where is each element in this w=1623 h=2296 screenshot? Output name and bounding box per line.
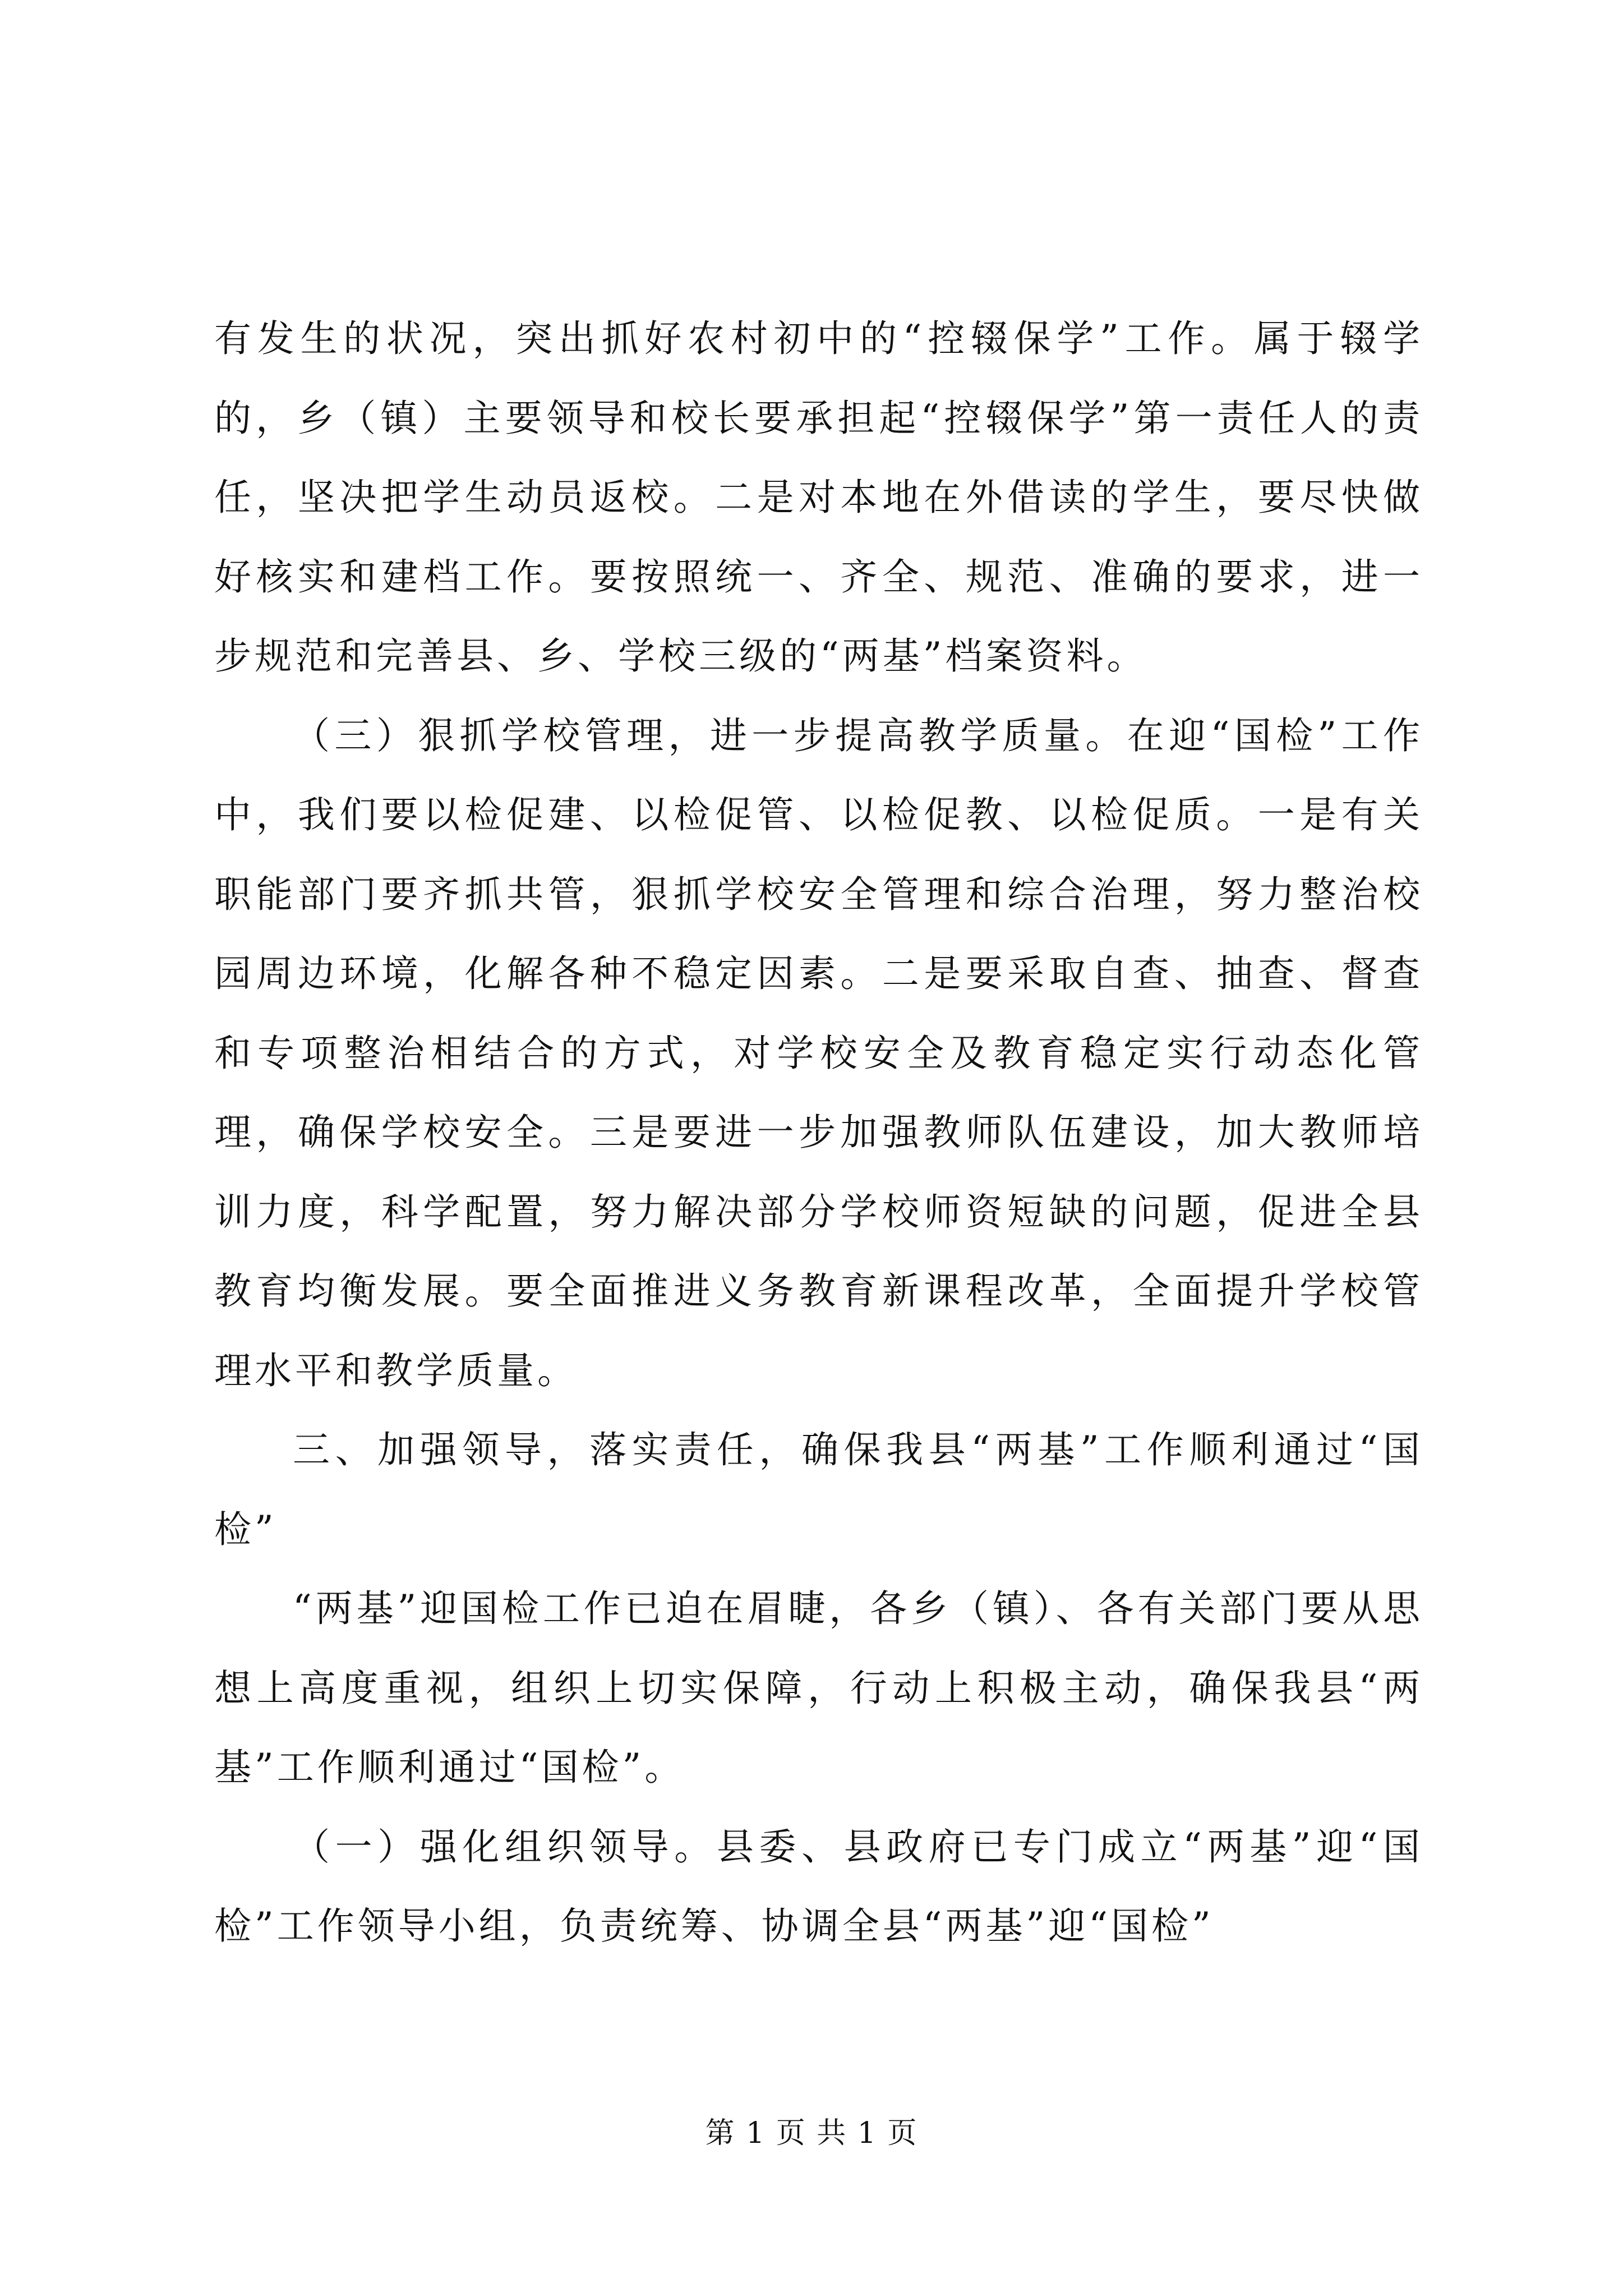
paragraph-section-1: （一）强化组织领导。县委、县政府已专门成立“两基”迎“国检”工作领导小组，负责统筹、协调全县“两基”迎“国检” bbox=[214, 1825, 1423, 1948]
paragraph-continuation: 有发生的状况，突出抓好农村初中的“控辍保学”工作。属于辍学的，乡（镇）主要领导和校长要承担起“控辍保学”第一责任人的责任，坚决把学生动员返校。二是对本地在外借读的学生，要尽快做好核实和建档工作。要按照统一、齐全、规范、准确的要求，进一步规范和完善县、乡、学校三级的“两基”档案资料。 bbox=[214, 317, 1423, 678]
heading-part-3: 三、加强领导，落实责任，确保我县“两基”工作顺利通过“国检” bbox=[214, 1428, 1423, 1551]
page-footer: 第 1 页 共 1 页 bbox=[705, 2116, 918, 2150]
document-body bbox=[214, 299, 1423, 1966]
paragraph-intro: “两基”迎国检工作已迫在眉睫，各乡（镇）、各有关部门要从思想上高度重视，组织上切实保障，行动上积极主动，确保我县“两基”工作顺利通过“国检”。 bbox=[214, 1587, 1423, 1789]
paragraph-section-3: （三）狠抓学校管理，进一步提高教学质量。在迎“国检”工作中，我们要以检促建、以检促管、以检促教、以检促质。一是有关职能部门要齐抓共管，狠抓学校安全管理和综合治理，努力整治校园周边环境，化解各种不稳定因素。二是要采取自查、抽查、督查和专项整治相结合的方式，对学校安全及教育稳定实行动态化管理，确保学校安全。三是要进一步加强教师队伍建设，加大教师培训力度，科学配置，努力解决部分学校师资短缺的问题，促进全县教育均衡发展。要全面推进义务教育新课程改革，全面提升学校管理水平和教学质量。 bbox=[214, 714, 1423, 1392]
